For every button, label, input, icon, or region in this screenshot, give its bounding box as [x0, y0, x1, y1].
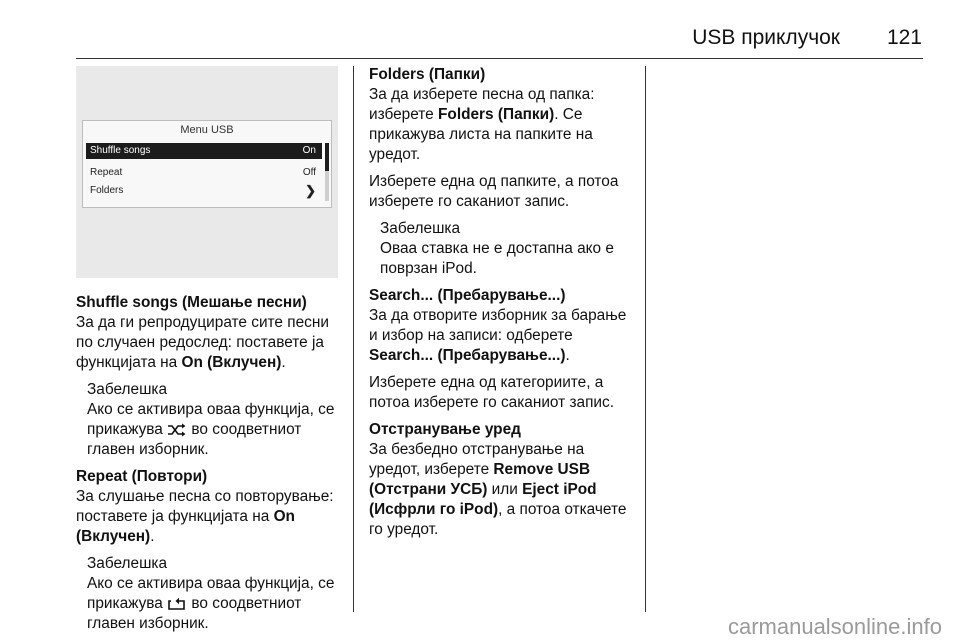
- menu-row-folders: [86, 183, 322, 199]
- bold-term: Search... (Пребарување...): [369, 347, 566, 364]
- section-heading-remove: Отстранување уред: [369, 421, 521, 438]
- text: За слушање песна со повторување: поставете ја функцијата на: [76, 488, 334, 525]
- menu-row-value: Off: [302, 167, 316, 178]
- menu-row-repeat: [86, 165, 322, 181]
- bold-term: On (Вклучен): [181, 354, 282, 371]
- page-number: 121: [886, 26, 922, 49]
- bold-term: On (Вклучен): [76, 508, 295, 545]
- chevron-right-icon: ❯: [305, 183, 316, 198]
- bold-term: Eject iPod (Исфрли го iPod): [369, 481, 597, 518]
- note-repeat: [76, 554, 344, 634]
- menu-row-label: Folders: [90, 185, 124, 196]
- text: За да отворите изборник за барање и избор на записи: одберете: [369, 307, 627, 344]
- text: во соодветниот главен изборник.: [87, 595, 302, 632]
- column-divider-right: [645, 66, 646, 612]
- repeat-icon: [167, 597, 187, 611]
- section-heading-folders: Folders (Папки): [369, 66, 486, 83]
- note-folders: [369, 219, 639, 279]
- column-left: [76, 293, 344, 641]
- paragraph-shuffle: [76, 313, 344, 373]
- text: Оваа ставка не е достапна ако е поврзан iPod.: [380, 240, 614, 277]
- watermark: carmanualsonline.info: [727, 614, 942, 639]
- paragraph-folders-2: Изберете една од папките, а потоа изберете го саканиот запис.: [369, 173, 619, 210]
- shuffle-icon: [167, 423, 187, 437]
- text: .: [565, 347, 570, 364]
- text: За безбедно отстранување на уредот, изберете: [369, 441, 585, 478]
- menu-row-shuffle: [86, 143, 322, 159]
- text: . Се прикажува листа на папките на уредот.: [369, 106, 593, 163]
- menu-usb-screenshot: [76, 66, 338, 278]
- text: За да ги репродуцирате сите песни по случаен редослед: поставете ја функцијата на: [76, 314, 329, 371]
- text: во соодветниот главен изборник.: [87, 421, 302, 458]
- text: .: [150, 528, 155, 545]
- column-divider-left: [353, 66, 354, 612]
- header-rule: [76, 58, 923, 59]
- text: .: [281, 354, 286, 371]
- menu-row-label: Repeat: [90, 167, 123, 178]
- section-heading-shuffle: Shuffle songs (Мешање песни): [76, 294, 307, 311]
- section-heading-search: Search... (Пребарување...): [369, 287, 566, 304]
- screen-display: [82, 120, 332, 208]
- column-middle: [369, 65, 639, 547]
- menu-title: Menu USB: [180, 124, 234, 136]
- paragraph-folders: [369, 85, 639, 165]
- text: За да изберете песна од папка: изберете: [369, 86, 595, 123]
- text: Ако се активира оваа функција, се прикажува: [87, 575, 335, 612]
- paragraph-search-2: Изберете една од категориите, а потоа изберете го саканиот запис.: [369, 374, 614, 411]
- note-title: Забелешка: [380, 220, 461, 237]
- bold-term: Folders (Папки): [438, 106, 555, 123]
- section-heading-repeat: Repeat (Повтори): [76, 468, 208, 485]
- menu-row-label: Shuffle songs: [90, 145, 151, 156]
- text: или: [487, 481, 523, 498]
- scrollbar: [325, 143, 329, 201]
- paragraph-remove: [369, 440, 639, 540]
- note-shuffle: [76, 380, 344, 460]
- note-title: Забелешка: [87, 381, 168, 398]
- menu-row-value: On: [302, 145, 316, 156]
- text: Ако се активира оваа функција, се прикажува: [87, 401, 335, 438]
- note-title: Забелешка: [87, 555, 168, 572]
- paragraph-repeat: [76, 487, 344, 547]
- header-title: USB приклучок: [692, 26, 840, 49]
- text: , а потоа откачете го уредот.: [369, 501, 627, 538]
- paragraph-search: [369, 306, 639, 366]
- scrollbar-thumb: [325, 143, 329, 171]
- bold-term: Remove USB (Отстрани УСБ): [369, 461, 591, 498]
